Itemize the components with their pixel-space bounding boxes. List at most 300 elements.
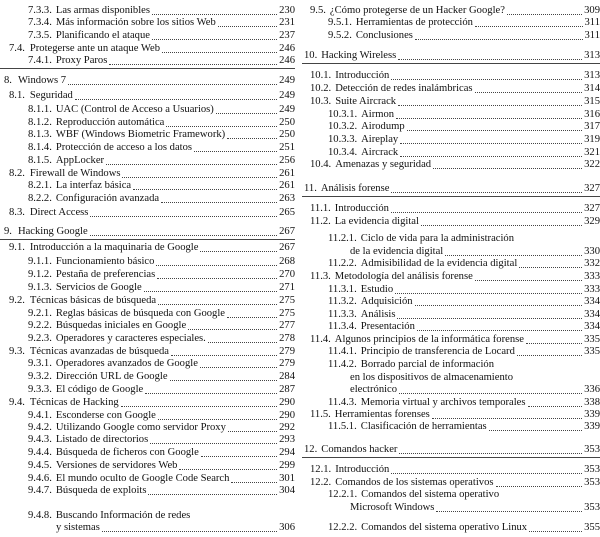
toc-entry-number: 11.3.3. [328,309,357,320]
toc-entry-title: ¿Cómo protegerse de un Hacker Google? [329,5,505,16]
toc-entry-title: Aireplay [361,134,399,145]
toc-entry-number: 9.4.3. [28,434,52,445]
toc-entry-title: Seguridad [29,90,73,101]
toc-page-number: 250 [279,129,295,140]
toc-page-number: 249 [279,90,295,101]
toc-entry-number: 11.1. [310,203,331,214]
toc-entry-level-2[interactable] [0,90,295,102]
toc-entry-level-3[interactable] [0,384,295,396]
toc-entry-title: Suite Aircrack [335,96,397,107]
toc-dot-leader [208,333,277,343]
toc-entry-title: Comandos del sistema operativo [361,489,500,500]
toc-page-number: 292 [279,422,295,433]
toc-page-number: 267 [279,226,295,237]
toc-entry-level-3[interactable] [0,460,295,472]
toc-entry-title: Hacking Google [17,226,88,237]
toc-dot-leader [150,434,277,444]
toc-entry-number: 10.2. [310,83,332,94]
toc-entry-title: Windows 7 [17,75,67,86]
toc-page-number: 301 [279,473,295,484]
toc-entry-level-3[interactable] [302,502,600,514]
toc-entry-level-2[interactable] [0,346,295,358]
toc-page-number: 339 [584,421,600,432]
toc-entry-number: 10.3.4. [328,147,358,158]
toc-dot-leader [227,129,277,139]
toc-dot-leader [231,473,277,483]
toc-entry-title: Microsoft Windows [350,502,435,513]
toc-entry-level-3[interactable] [0,30,295,42]
toc-entry-number: 9.4.5. [28,460,52,471]
toc-page-number: 339 [584,409,600,420]
toc-page-number: 334 [584,296,600,307]
toc-page-number: 261 [279,168,295,179]
toc-page-number: 267 [279,242,295,253]
toc-page-number: 313 [584,50,600,61]
toc-entry-level-2[interactable] [302,334,600,346]
toc-entry-level-3[interactable] [0,522,295,534]
toc-entry-number: 8. [4,75,12,86]
toc-entry-level-3[interactable] [302,522,600,534]
toc-dot-leader [489,421,582,431]
toc-entry-title: WBF (Windows Biometric Framework) [55,129,226,140]
toc-entry-level-3[interactable] [302,321,600,333]
toc-page-number: 246 [279,43,295,54]
chapter-divider [302,196,600,197]
toc-page-number: 249 [279,75,295,86]
toc-entry-level-2[interactable] [0,43,295,55]
toc-entry-number: 7.3.3. [28,5,52,16]
toc-entry-level-2[interactable] [302,5,600,17]
toc-entry-level-3[interactable] [302,397,600,409]
toc-entry-number: 11.3.1. [328,284,357,295]
toc-dot-leader [475,83,583,93]
toc-entry-title: Estudio [360,284,394,295]
toc-entry-title: Firewall de Windows [29,168,121,179]
toc-entry-level-3[interactable] [0,193,295,205]
toc-entry-number: 12.2.2. [328,522,358,533]
toc-entry-level-2[interactable] [302,159,600,171]
toc-entry-level-3[interactable] [0,422,295,434]
toc-entry-number: 8.1. [9,90,25,101]
toc-entry-title: Pestaña de preferencias [55,269,156,280]
toc-entry-level-2[interactable] [0,207,295,219]
toc-entry-level-2[interactable] [302,70,600,82]
toc-page-number: 335 [584,334,600,345]
toc-page-number: 251 [279,142,295,153]
toc-entry-number: 8.2. [9,168,25,179]
chapter-divider [302,63,600,64]
toc-page-number: 355 [584,522,600,533]
toc-entry-title: Análisis forense [320,183,390,194]
toc-page-number: 327 [584,183,600,194]
toc-entry-level-2[interactable] [302,477,600,489]
toc-page-number: 322 [584,159,600,170]
toc-entry-number: 9.2.3. [28,333,52,344]
toc-page-number: 315 [584,96,600,107]
toc-entry-title: Aircrack [361,147,399,158]
toc-dot-leader [391,203,582,213]
toc-dot-leader [399,444,582,454]
toc-entry-number: 9.5.2. [328,30,352,41]
toc-entry-title: Utilizando Google como servidor Proxy [55,422,226,433]
toc-dot-leader [158,410,277,420]
toc-dot-leader [216,104,277,114]
toc-page-number: 250 [279,117,295,128]
toc-dot-leader [201,447,277,457]
toc-entry-title: Análisis [360,309,396,320]
toc-entry-level-3[interactable] [302,246,600,258]
toc-dot-leader [400,134,582,144]
toc-entry-level-2[interactable] [302,96,600,108]
toc-entry-title: Técnicas de Hacking [29,397,119,408]
toc-entry-level-2[interactable] [302,271,600,283]
toc-entry-title: Más información sobre los sitios Web [55,17,216,28]
toc-entry-level-3[interactable] [302,30,600,42]
toc-dot-leader [391,70,582,80]
toc-page-number: 353 [584,502,600,513]
toc-entry-title: Búsqueda de exploits [55,485,147,496]
toc-entry-level-2[interactable] [0,242,295,254]
toc-dot-leader [421,216,582,226]
toc-entry-title: y sistemas [56,522,100,533]
toc-entry-number: 10. [304,50,318,61]
toc-entry-level-3[interactable] [302,233,600,245]
toc-entry-title: Funcionamiento básico [55,256,155,267]
toc-entry-level-3[interactable] [0,269,295,281]
toc-entry-level-3[interactable] [0,358,295,370]
toc-page-number: 334 [584,309,600,320]
toc-entry-level-2[interactable] [302,83,600,95]
toc-entry-number: 9.1.3. [28,282,52,293]
toc-entry-number: 12. [304,444,318,455]
toc-entry-number: 10.1. [310,70,332,81]
toc-dot-leader [398,96,582,106]
toc-entry-number: 8.2.1. [28,180,52,191]
toc-entry-level-3[interactable] [0,142,295,154]
toc-entry-number: 7.4.1. [28,55,52,66]
toc-entry-level-2[interactable] [302,203,600,215]
toc-page-number: 246 [279,55,295,66]
toc-dot-leader [398,50,582,60]
toc-entry-level-3[interactable] [302,284,600,296]
toc-page-number: 287 [279,384,295,395]
toc-entry-level-3[interactable] [302,489,600,501]
toc-entry-title: Amenazas y seguridad [335,159,432,170]
toc-page-number: 327 [584,203,600,214]
toc-page-number: 313 [584,70,600,81]
toc-page-number: 321 [584,147,600,158]
chapter-divider [0,239,295,240]
toc-page-number: 304 [279,485,295,496]
toc-dot-leader [399,384,582,394]
toc-entry-level-3[interactable] [302,258,600,270]
toc-entry-number: 9.4.2. [28,422,52,433]
toc-entry-level-1[interactable] [302,50,600,62]
toc-page-number: 230 [279,5,295,16]
toc-entry-number: 10.3.1. [328,109,358,120]
toc-entry-level-3[interactable] [302,147,600,159]
toc-dot-leader [415,296,583,306]
toc-page-number: 319 [584,134,600,145]
toc-entry-level-3[interactable] [0,155,295,167]
toc-dot-leader [161,193,277,203]
toc-entry-number: 8.1.3. [28,129,52,140]
toc-dot-leader [228,422,277,432]
toc-entry-title: Protegerse ante un ataque Web [29,43,161,54]
toc-dot-leader [162,43,277,53]
toc-dot-leader [90,207,277,217]
toc-entry-title: Detección de redes inalámbricas [335,83,473,94]
toc-entry-number: 8.1.4. [28,142,52,153]
toc-dot-leader [179,460,277,470]
toc-page-number: 311 [584,17,600,28]
toc-page-number: 317 [584,121,600,132]
toc-entry-title: Comandos hacker [321,444,398,455]
toc-entry-level-3[interactable] [302,309,600,321]
toc-entry-level-3[interactable] [302,121,600,133]
toc-dot-leader [133,180,277,190]
toc-page-number: 353 [584,444,600,455]
toc-entry-number: 12.2.1. [328,489,358,500]
toc-entry-number: 11.2.2. [328,258,357,269]
toc-entry-level-1[interactable] [302,183,600,195]
toc-entry-number: 11.5. [310,409,331,420]
toc-entry-level-1[interactable] [302,444,600,456]
toc-entry-level-3[interactable] [0,129,295,141]
toc-entry-number: 9.1.2. [28,269,52,280]
toc-entry-level-3[interactable] [0,5,295,17]
toc-dot-leader [145,384,277,394]
toc-dot-leader [200,358,277,368]
toc-entry-level-3[interactable] [0,55,295,67]
toc-dot-leader [227,308,277,318]
toc-dot-leader [102,522,277,532]
toc-entry-level-3[interactable] [302,372,600,384]
toc-entry-level-3[interactable] [0,371,295,383]
toc-entry-title: electrónico [350,384,398,395]
toc-entry-level-2[interactable] [302,216,600,228]
toc-dot-leader [432,409,582,419]
toc-entry-number: 7.3.5. [28,30,52,41]
toc-entry-title: Herramientas forenses [334,409,430,420]
toc-dot-leader [507,5,582,15]
toc-entry-title: Operadores avanzados de Google [55,358,198,369]
toc-page-number: 265 [279,207,295,218]
toc-entry-level-3[interactable] [0,473,295,485]
toc-page-number: 338 [584,397,600,408]
toc-entry-number: 8.1.1. [28,104,52,115]
toc-entry-level-2[interactable] [302,464,600,476]
toc-page-number: 256 [279,155,295,166]
toc-dot-leader [526,334,582,344]
toc-dot-leader [218,17,277,27]
toc-entry-number: 9.2. [9,295,25,306]
toc-dot-leader [436,502,582,512]
toc-entry-title: Algunos principios de la informática forense [334,334,524,345]
toc-page-number: 290 [279,397,295,408]
toc-entry-title: Comandos de los sistemas operativos [335,477,494,488]
toc-dot-leader [391,464,582,474]
toc-entry-title: Planificando el ataque [55,30,150,41]
toc-entry-level-3[interactable] [0,320,295,332]
toc-dot-leader [391,183,582,193]
toc-entry-level-1[interactable] [0,75,295,87]
toc-dot-leader [200,242,277,252]
toc-entry-title: Configuración avanzada [55,193,160,204]
toc-entry-title: Airodump [361,121,405,132]
toc-entry-number: 9.3.1. [28,358,52,369]
toc-entry-title: Técnicas avanzadas de búsqueda [29,346,170,357]
toc-entry-number: 11.4.1. [328,346,357,357]
toc-dot-leader [75,90,277,100]
toc-entry-title: Reglas básicas de búsqueda con Google [55,308,226,319]
toc-entry-level-3[interactable] [0,447,295,459]
toc-entry-title: de la evidencia digital [350,246,444,257]
toc-entry-number: 10.4. [310,159,332,170]
toc-dot-leader [433,159,582,169]
chapter-divider [302,457,600,458]
toc-entry-level-3[interactable] [0,485,295,497]
toc-dot-leader [415,30,583,40]
toc-dot-leader [517,346,582,356]
toc-entry-level-3[interactable] [302,346,600,358]
toc-entry-title: Búsquedas iniciales en Google [55,320,187,331]
toc-entry-level-3[interactable] [0,308,295,320]
toc-entry-title: AppLocker [55,155,105,166]
toc-dot-leader [90,226,277,236]
toc-entry-level-2[interactable] [0,168,295,180]
toc-entry-title: Comandos del sistema operativo Linux [361,522,528,533]
toc-entry-title: Memoria virtual y archivos temporales [360,397,526,408]
toc-dot-leader [68,75,277,85]
toc-dot-leader [152,5,277,15]
toc-entry-number: 9.1. [9,242,25,253]
toc-entry-title: Operadores y caracteres especiales. [55,333,206,344]
toc-entry-level-3[interactable] [302,109,600,121]
toc-entry-level-2[interactable] [0,295,295,307]
toc-entry-number: 9.5. [310,5,326,16]
toc-entry-level-2[interactable] [302,409,600,421]
toc-entry-number: 10.3.3. [328,134,358,145]
toc-page-number: 333 [584,284,600,295]
toc-entry-title: La evidencia digital [334,216,419,227]
toc-entry-title: Hacking Wireless [321,50,397,61]
toc-entry-number: 9.4.6. [28,473,52,484]
toc-entry-title: Servicios de Google [55,282,142,293]
toc-dot-leader [194,142,277,152]
toc-entry-number: 10.3. [310,96,332,107]
toc-entry-level-3[interactable] [0,256,295,268]
toc-entry-level-3[interactable] [302,384,600,396]
toc-entry-number: 9.3.3. [28,384,52,395]
toc-entry-number: 9.1.1. [28,256,52,267]
toc-entry-number: 12.1. [310,464,332,475]
toc-entry-level-3[interactable] [0,282,295,294]
toc-entry-level-3[interactable] [0,104,295,116]
toc-entry-level-3[interactable] [302,17,600,29]
toc-page-number: 329 [584,216,600,227]
toc-entry-level-3[interactable] [0,180,295,192]
toc-entry-level-3[interactable] [0,117,295,129]
toc-dot-leader [400,147,582,157]
toc-entry-title: Introducción [335,70,390,81]
toc-entry-level-3[interactable] [302,134,600,146]
toc-dot-leader [144,282,277,292]
toc-page-number: 284 [279,371,295,382]
toc-dot-leader [109,55,277,65]
toc-entry-title: El código de Google [55,384,144,395]
toc-dot-leader [171,346,277,356]
toc-page-number: 275 [279,295,295,306]
toc-entry-title: Buscando Información de redes [55,510,191,521]
toc-entry-title: Técnicas básicas de búsqueda [29,295,157,306]
toc-entry-level-3[interactable] [0,434,295,446]
chapter-divider [0,68,295,69]
toc-entry-level-3[interactable] [0,333,295,345]
toc-dot-leader [519,258,582,268]
toc-entry-number: 9.3.2. [28,371,52,382]
toc-page-number: 263 [279,193,295,204]
toc-page-number: 271 [279,282,295,293]
toc-entry-number: 8.3. [9,207,25,218]
toc-entry-number: 11.4. [310,334,331,345]
toc-dot-leader [417,321,582,331]
toc-entry-title: en los dispositivos de almacenamiento [350,372,513,383]
toc-dot-leader [397,309,582,319]
toc-page-number: 270 [279,269,295,280]
toc-page-number: 237 [279,30,295,41]
toc-entry-number: 11.2. [310,216,331,227]
toc-page-number: 332 [584,258,600,269]
toc-page-number: 278 [279,333,295,344]
toc-dot-leader [475,271,582,281]
toc-entry-title: Proxy Paros [55,55,108,66]
toc-entry-title: Búsqueda de ficheros con Google [55,447,199,458]
toc-page-number: 279 [279,346,295,357]
toc-entry-title: Listado de directorios [55,434,149,445]
toc-entry-title: Clasificación de herramientas [360,421,487,432]
toc-entry-number: 9.4.1. [28,410,52,421]
toc-dot-leader [158,295,277,305]
toc-page-number: 293 [279,434,295,445]
toc-entry-level-3[interactable] [0,410,295,422]
toc-entry-level-3[interactable] [0,510,295,522]
toc-page-number: 290 [279,410,295,421]
toc-dot-leader [152,30,277,40]
toc-entry-number: 10.3.2. [328,121,358,132]
toc-entry-number: 11.5.1. [328,421,357,432]
toc-entry-level-1[interactable] [0,226,295,238]
toc-page-number: 353 [584,477,600,488]
toc-dot-leader [407,121,582,131]
toc-entry-title: Reproducción automática [55,117,165,128]
toc-entry-title: Ciclo de vida para la administración [360,233,515,244]
toc-entry-level-3[interactable] [0,17,295,29]
toc-page-number: 330 [584,246,600,257]
toc-entry-level-3[interactable] [302,421,600,433]
toc-entry-level-2[interactable] [0,397,295,409]
toc-entry-title: Presentación [360,321,415,332]
toc-page-number: 249 [279,104,295,115]
toc-page-number: 277 [279,320,295,331]
toc-entry-level-3[interactable] [302,296,600,308]
toc-entry-title: Introducción a la maquinaria de Google [29,242,199,253]
toc-page-number: 314 [584,83,600,94]
toc-page-number: 299 [279,460,295,471]
toc-entry-title: Introducción [335,464,390,475]
toc-entry-number: 9.3. [9,346,25,357]
toc-entry-level-3[interactable] [302,359,600,371]
